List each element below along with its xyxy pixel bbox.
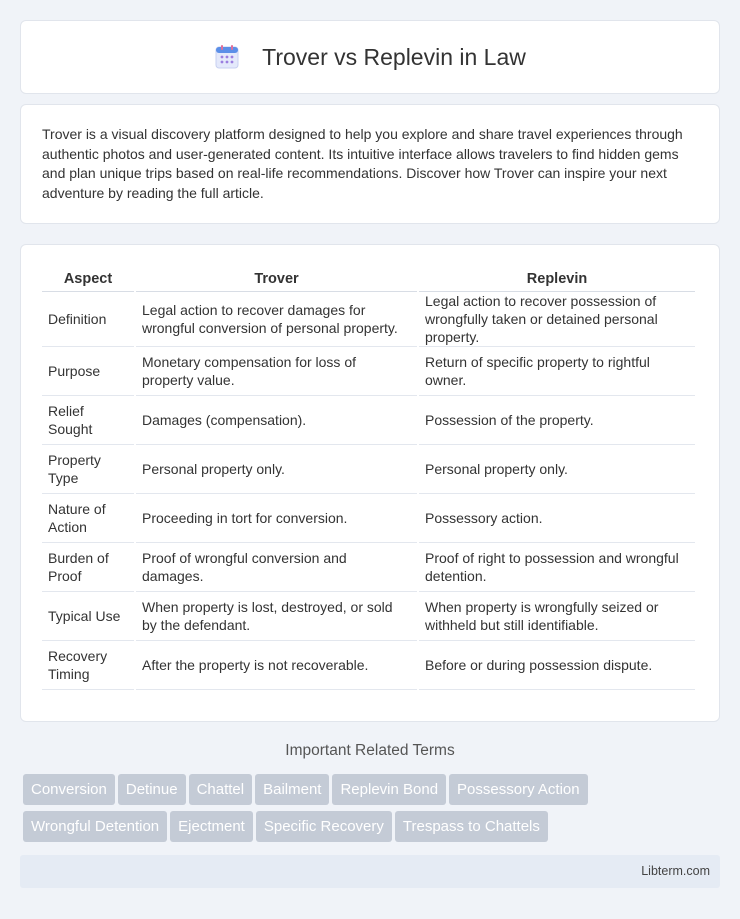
table-row	[42, 292, 695, 347]
cell-aspect: Typical Use	[42, 592, 134, 641]
table-row	[42, 445, 695, 494]
cell-trover: Legal action to recover damages for wrongful conversion of personal property.	[136, 292, 417, 347]
intro-card	[20, 104, 720, 224]
related-term-tag[interactable]: Detinue	[118, 774, 186, 805]
related-term-tag[interactable]: Wrongful Detention	[23, 811, 167, 842]
table-row	[42, 592, 695, 641]
related-term-tag[interactable]: Chattel	[189, 774, 253, 805]
related-term-tag[interactable]: Ejectment	[170, 811, 253, 842]
cell-trover: When property is lost, destroyed, or sold by the defendant.	[136, 592, 417, 641]
header-replevin: Replevin	[419, 265, 695, 292]
cell-trover: Damages (compensation).	[136, 396, 417, 445]
cell-replevin: When property is wrongfully seized or withheld but still identifiable.	[419, 592, 695, 641]
cell-trover: Proceeding in tort for conversion.	[136, 494, 417, 543]
cell-trover: Monetary compensation for loss of property value.	[136, 347, 417, 396]
header-aspect: Aspect	[42, 265, 134, 292]
cell-replevin: Possession of the property.	[419, 396, 695, 445]
related-term-tag[interactable]: Replevin Bond	[332, 774, 446, 805]
comparison-card	[20, 244, 720, 722]
table-header-row	[42, 265, 695, 292]
calendar-icon	[214, 44, 240, 70]
cell-replevin: Personal property only.	[419, 445, 695, 494]
table-row	[42, 543, 695, 592]
cell-replevin: Legal action to recover possession of wrongfully taken or detained personal property.	[419, 292, 695, 347]
cell-replevin: Proof of right to possession and wrongful detention.	[419, 543, 695, 592]
related-term-tag[interactable]: Trespass to Chattels	[395, 811, 548, 842]
comparison-table	[40, 265, 697, 690]
cell-aspect: Definition	[42, 292, 134, 347]
table-row	[42, 641, 695, 690]
header-trover: Trover	[136, 265, 417, 292]
related-term-tag[interactable]: Bailment	[255, 774, 329, 805]
cell-aspect: Purpose	[42, 347, 134, 396]
related-term-tag[interactable]: Conversion	[23, 774, 115, 805]
cell-aspect: Nature of Action	[42, 494, 134, 543]
cell-replevin: Before or during possession dispute.	[419, 641, 695, 690]
page-title: Trover vs Replevin in Law	[262, 43, 526, 70]
cell-aspect: Recovery Timing	[42, 641, 134, 690]
cell-trover: After the property is not recoverable.	[136, 641, 417, 690]
footer	[20, 855, 720, 888]
cell-trover: Personal property only.	[136, 445, 417, 494]
cell-replevin: Possessory action.	[419, 494, 695, 543]
related-terms-title: Important Related Terms	[285, 742, 455, 759]
related-term-tag[interactable]: Specific Recovery	[256, 811, 392, 842]
cell-replevin: Return of specific property to rightful owner.	[419, 347, 695, 396]
footer-site-link[interactable]: Libterm.com	[641, 864, 710, 878]
cell-trover: Proof of wrongful conversion and damages.	[136, 543, 417, 592]
cell-aspect: Relief Sought	[42, 396, 134, 445]
table-row	[42, 396, 695, 445]
page-header	[20, 20, 720, 94]
table-row	[42, 347, 695, 396]
table-row	[42, 494, 695, 543]
related-terms-list	[23, 774, 723, 848]
intro-text: Trover is a visual discovery platform designed to help you explore and share travel experiences through authentic photos and user-generated content. Its intuitive interface allows travelers to find hidden gems and plan unique trips based on real-life recommendations. Discover how Trover can inspire your next adventure by reading the full article.	[42, 126, 683, 201]
related-term-tag[interactable]: Possessory Action	[449, 774, 588, 805]
cell-aspect: Burden of Proof	[42, 543, 134, 592]
cell-aspect: Property Type	[42, 445, 134, 494]
